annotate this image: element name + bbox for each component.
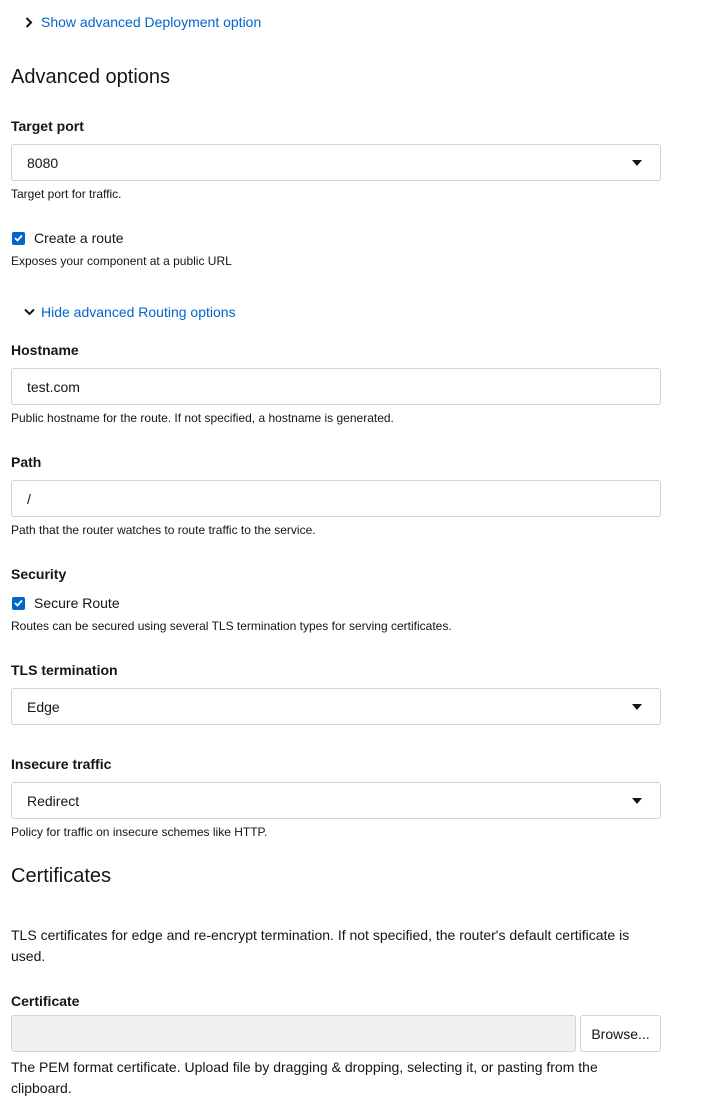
certificate-label: Certificate xyxy=(11,993,80,1009)
insecure-traffic-label: Insecure traffic xyxy=(11,756,112,772)
target-port-label: Target port xyxy=(11,118,84,134)
deployment-toggle-label: Show advanced Deployment option xyxy=(41,14,262,30)
hostname-label: Hostname xyxy=(11,342,79,358)
tls-termination-select[interactable] xyxy=(11,688,661,725)
chevron-right-icon xyxy=(18,14,40,30)
path-value: / xyxy=(27,490,31,507)
hostname-help: Public hostname for the route. If not specified, a hostname is generated. xyxy=(11,411,394,425)
advanced-options-title: Advanced options xyxy=(11,66,171,88)
secure-route-checkbox[interactable] xyxy=(12,597,25,610)
tls-termination-value: Edge xyxy=(27,698,60,715)
target-port-help: Target port for traffic. xyxy=(11,187,122,201)
insecure-traffic-help: Policy for traffic on insecure schemes like HTTP. xyxy=(11,825,268,839)
browse-button[interactable]: Browse... xyxy=(580,1015,661,1052)
create-route-label: Create a route xyxy=(34,230,124,246)
target-port-value: 8080 xyxy=(27,154,59,171)
routing-toggle-label: Hide advanced Routing options xyxy=(41,304,236,320)
insecure-traffic-value: Redirect xyxy=(27,792,80,809)
path-input[interactable] xyxy=(11,480,661,517)
create-route-checkbox[interactable] xyxy=(12,232,25,245)
caret-down-icon xyxy=(632,160,642,166)
secure-route-row xyxy=(0,595,120,611)
certificates-title: Certificates xyxy=(11,865,112,887)
target-port-select[interactable] xyxy=(11,144,661,181)
certificate-filename-input[interactable] xyxy=(11,1015,576,1052)
show-advanced-deployment-toggle[interactable] xyxy=(0,14,261,30)
security-help: Routes can be secured using several TLS termination types for serving certificates. xyxy=(11,619,452,633)
caret-down-icon xyxy=(632,704,642,710)
path-label: Path xyxy=(11,454,42,470)
hostname-input[interactable] xyxy=(11,368,661,405)
certificates-description: TLS certificates for edge and re-encrypt termination. If not specified, the router's default certificate is used. xyxy=(11,927,630,964)
create-route-help: Exposes your component at a public URL xyxy=(11,254,232,268)
insecure-traffic-select[interactable] xyxy=(11,782,661,819)
certificate-help: The PEM format certificate. Upload file by dragging & dropping, selecting it, or pasting from the clipboard. xyxy=(11,1059,598,1096)
secure-route-label: Secure Route xyxy=(34,595,120,611)
path-help: Path that the router watches to route traffic to the service. xyxy=(11,523,316,537)
hostname-value: test.com xyxy=(27,378,80,395)
hide-advanced-routing-toggle[interactable] xyxy=(0,304,236,320)
chevron-down-icon xyxy=(18,304,40,320)
caret-down-icon xyxy=(632,798,642,804)
create-route-row xyxy=(0,230,124,246)
security-label: Security xyxy=(11,566,67,582)
tls-termination-label: TLS termination xyxy=(11,662,118,678)
